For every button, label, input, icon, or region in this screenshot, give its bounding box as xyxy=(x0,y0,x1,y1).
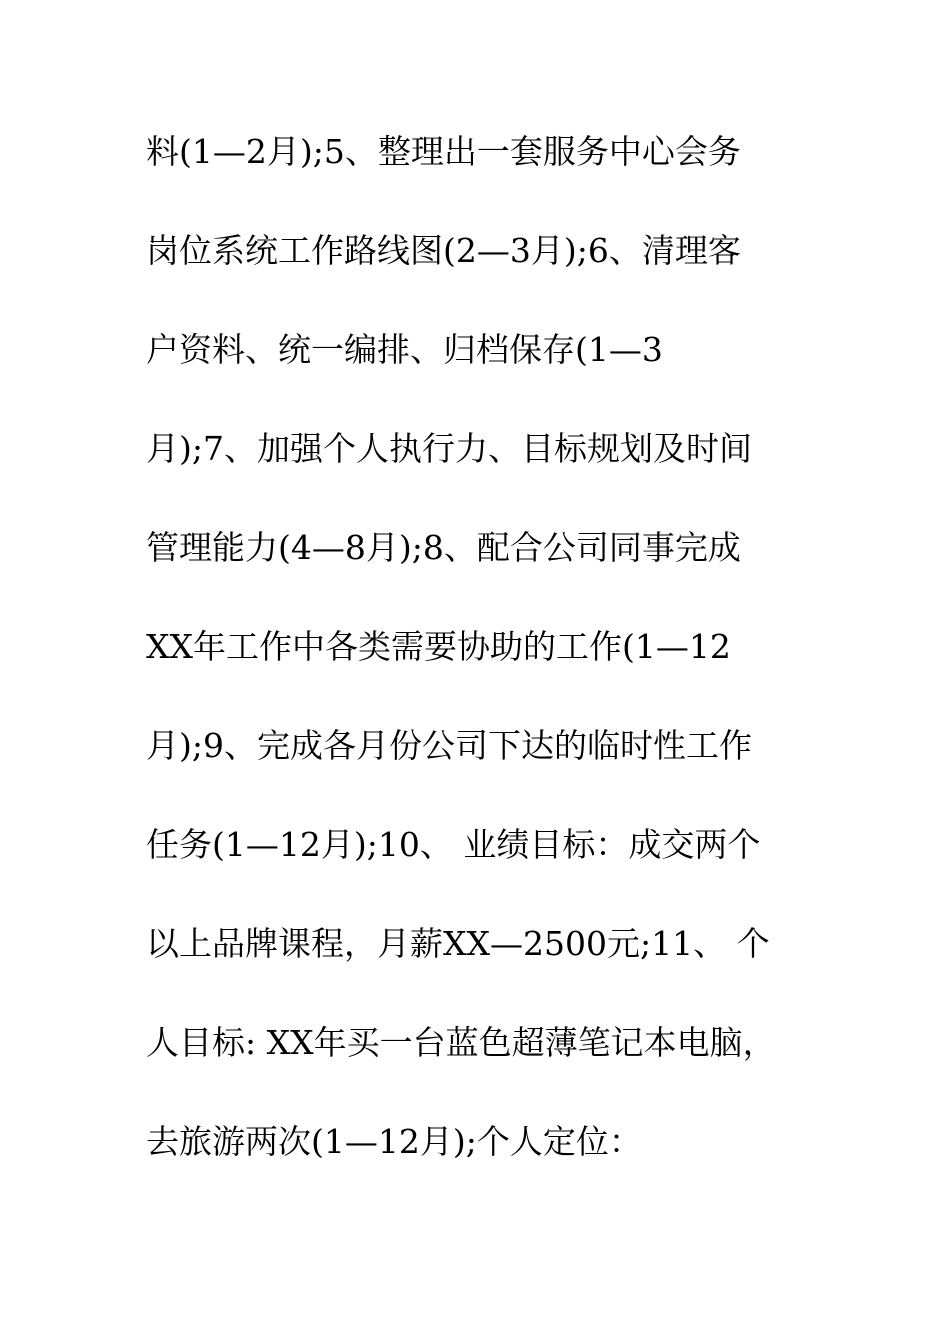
paragraph-line: 岗位系统工作路线图(2—3月);6、清理客 xyxy=(146,231,741,270)
paragraph-line: 以上品牌课程，月薪XX—2500元;11、 个 xyxy=(146,924,770,963)
paragraph-line: 任务(1—12月);10、 业绩目标：成交两个 xyxy=(146,825,761,864)
paragraph-line: 料(1—2月);5、整理出一套服务中心会务 xyxy=(146,132,741,171)
paragraph-line: 管理能力(4—8月);8、配合公司同事完成 xyxy=(146,528,741,567)
paragraph-line: 人目标: XX年买一台蓝色超薄笔记本电脑， xyxy=(146,1023,776,1062)
paragraph-line: XX年工作中各类需要协助的工作(1—12 xyxy=(146,627,731,666)
paragraph-line: 去旅游两次(1—12月);个人定位： xyxy=(146,1122,642,1161)
paragraph-line: 户资料、统一编排、归档保存(1—3 xyxy=(146,330,663,369)
paragraph-line: 月);7、加强个人执行力、目标规划及时间 xyxy=(146,429,752,468)
paragraph-line: 月);9、完成各月份公司下达的临时性工作 xyxy=(146,726,752,765)
